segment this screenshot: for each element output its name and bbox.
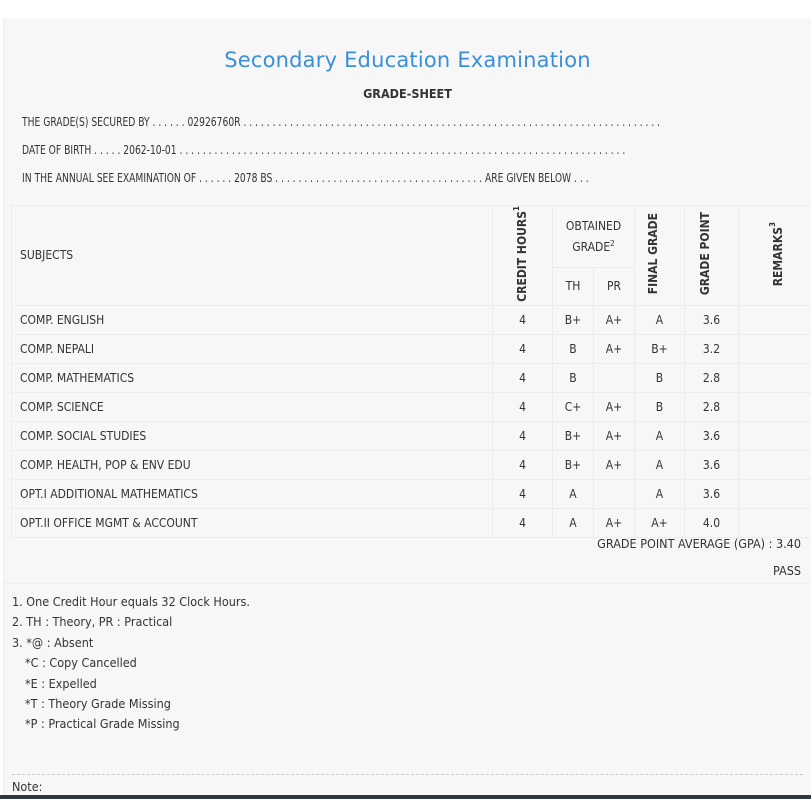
cell-remarks [739,450,811,479]
cell-pr: A+ [594,392,635,421]
page-title: Secondary Education Examination [224,48,591,72]
cell-th: A [553,479,594,508]
table-row [12,363,811,392]
cell-th: B+ [553,421,594,450]
cell-remarks [739,363,811,392]
cell-subject: OPT.II OFFICE MGMT & ACCOUNT [12,508,493,537]
bottom-bar [0,795,811,799]
cell-th: B+ [553,450,594,479]
note-divider [12,774,803,775]
exam-line: IN THE ANNUAL SEE EXAMINATION OF . . . . . . 2078 BS . . . . . . . . . . . . . . . . . . . . . . . . . . . . . . . . . . . . ARE GIVEN BELOW . . . [22,171,589,185]
footnote-1: 1. One Credit Hour equals 32 Clock Hours. [12,594,250,609]
header-obtained-grade: OBTAINED GRADE$^2$ [553,206,635,268]
cell-pr: A+ [594,508,635,537]
cell-gp: 4.0 [685,508,739,537]
cell-pr: A+ [594,334,635,363]
header-credit-hours: CREDIT HOURS$^1$ [493,206,553,306]
header-subjects: SUBJECTS [12,206,493,306]
table-row [12,508,811,537]
table-row [12,450,811,479]
cell-remarks [739,392,811,421]
cell-gp: 3.2 [685,334,739,363]
table-row [12,392,811,421]
header-grade-point: GRADE POINT [685,206,739,306]
table-row [12,334,811,363]
page-subtitle: GRADE-SHEET [363,86,452,101]
dob-line: DATE OF BIRTH . . . . . 2062-10-01 . . . . . . . . . . . . . . . . . . . . . . . . . . . . . . . . . . . . . . . . . . . . . . . . . . . . . . . . . . . . . . . . . . . . . . . . . . . . . [22,143,626,157]
header-remarks: REMARKS$^3$ [739,206,811,306]
footnote-3: 3. *@ : Absent [12,635,94,650]
cell-pr [594,363,635,392]
cell-gp: 3.6 [685,450,739,479]
table-row [12,421,811,450]
cell-gp: 2.8 [685,363,739,392]
cell-subject: COMP. NEPALI [12,334,493,363]
cell-subject: COMP. HEALTH, POP & ENV EDU [12,450,493,479]
cell-final: B+ [635,334,685,363]
header-th: TH [553,268,594,306]
cell-subject: OPT.I ADDITIONAL MATHEMATICS [12,479,493,508]
footnote-theory-missing: *T : Theory Grade Missing [25,696,171,711]
header-final-grade: FINAL GRADE [635,206,685,306]
cell-subject: COMP. ENGLISH [12,305,493,334]
cell-remarks [739,508,811,537]
cell-pr: A+ [594,421,635,450]
cell-pr: A+ [594,450,635,479]
cell-credit: 4 [493,334,553,363]
cell-final: A [635,479,685,508]
cell-pr: A+ [594,305,635,334]
cell-gp: 3.6 [685,421,739,450]
cell-final: B [635,363,685,392]
cell-credit: 4 [493,508,553,537]
cell-final: A [635,421,685,450]
footnote-2: 2. TH : Theory, PR : Practical [12,614,173,629]
divider [4,583,811,584]
cell-th: C+ [553,392,594,421]
footnote-copy-cancelled: *C : Copy Cancelled [25,655,137,670]
cell-remarks [739,305,811,334]
footnote-practical-missing: *P : Practical Grade Missing [25,716,180,731]
cell-credit: 4 [493,363,553,392]
cell-pr [594,479,635,508]
grade-sheet-panel [3,18,811,795]
cell-subject: COMP. SOCIAL STUDIES [12,421,493,450]
table-row [12,479,811,508]
cell-remarks [739,421,811,450]
cell-th: B [553,363,594,392]
cell-th: B+ [553,305,594,334]
cell-subject: COMP. MATHEMATICS [12,363,493,392]
cell-gp: 2.8 [685,392,739,421]
secured-by-line: THE GRADE(S) SECURED BY . . . . . . 02926760R . . . . . . . . . . . . . . . . . . . . . . . . . . . . . . . . . . . . . . . . . . . . . . . . . . . . . . . . . . . . . . . . . . . . . . . . [22,115,661,129]
cell-final: A+ [635,508,685,537]
cell-final: B [635,392,685,421]
gpa-text: GRADE POINT AVERAGE (GPA) : 3.40 [597,536,801,551]
cell-credit: 4 [493,392,553,421]
cell-th: A [553,508,594,537]
cell-remarks [739,479,811,508]
result-text: PASS [773,563,801,578]
footnote-expelled: *E : Expelled [25,676,97,691]
cell-final: A [635,305,685,334]
cell-th: B [553,334,594,363]
cell-credit: 4 [493,421,553,450]
cell-credit: 4 [493,450,553,479]
note-label: Note: [12,779,43,794]
cell-credit: 4 [493,305,553,334]
cell-subject: COMP. SCIENCE [12,392,493,421]
cell-gp: 3.6 [685,305,739,334]
grades-table [11,205,811,538]
cell-gp: 3.6 [685,479,739,508]
table-row [12,305,811,334]
cell-remarks [739,334,811,363]
header-pr: PR [594,268,635,306]
cell-final: A [635,450,685,479]
cell-credit: 4 [493,479,553,508]
